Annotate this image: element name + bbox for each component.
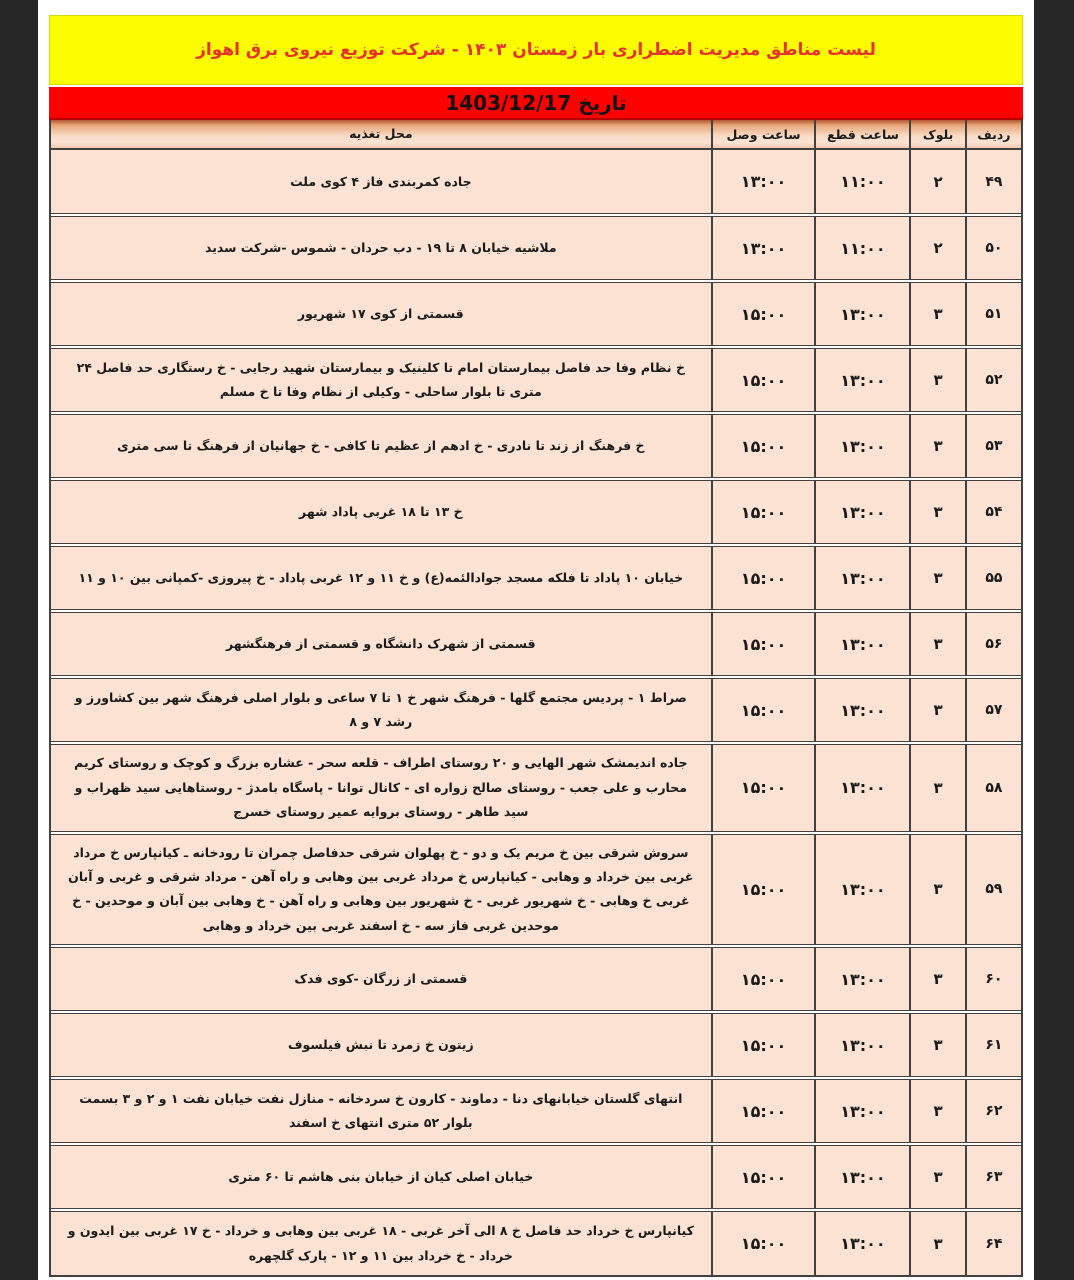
cell-location: خیابان اصلی کیان از خیابان بنی هاشم تا ۶۰ متری (228, 1168, 534, 1184)
page-title: لیست مناطق مدیریت اضطراری بار زمستان ۱۴۰۳ - شرکت توزیع نیروی برق اهواز (196, 40, 876, 60)
cell-block: ۳ (909, 415, 964, 477)
table-row (51, 1211, 1021, 1275)
cell-block: ۳ (909, 547, 964, 609)
cell-row-number: ۵۶ (965, 613, 1021, 675)
date-label: تاریخ 1403/12/17 (445, 90, 627, 115)
table-row (51, 612, 1021, 676)
cell-row-number: ۵۸ (965, 745, 1021, 830)
cell-block: ۳ (909, 613, 964, 675)
cell-location: زیتون خ زمرد تا نبش فیلسوف (287, 1036, 474, 1052)
cell-block: ۲ (909, 217, 964, 279)
cell-location: سروش شرقی بین خ مریم یک و دو - خ پهلوان شرقی حدفاصل چمران تا رودخانه ـ کیانپارس خ مرداد غربی بین خرداد و وهابی - کیانپارس خ مرداد غربی بین وهابی و راه آهن - مرداد شرقی و غربی و آبان غربی خ وهابی - خ شهریور غربی - خ شهریور بین وهابی و راه آهن - خ وهابی بین آبان و موحدین - خ موحدین غربی فاز سه - خ اسفند غربی بین خرداد و وهابی (68, 844, 694, 933)
cell-row-number: ۶۱ (965, 1014, 1021, 1076)
title-banner (49, 15, 1023, 85)
cell-reconnect-time: ۱۵:۰۰ (711, 613, 815, 675)
cell-block: ۲ (909, 150, 964, 213)
cell-block: ۳ (909, 1146, 964, 1208)
cell-cut-time: ۱۱:۰۰ (814, 150, 909, 213)
cell-cut-time: ۱۳:۰۰ (814, 745, 909, 830)
cell-row-number: ۴۹ (965, 150, 1021, 213)
header-block: بلوک (909, 120, 964, 148)
cell-location: کیانپارس خ خرداد حد فاصل خ ۸ الی آخر غربی - ۱۸ غربی بین وهابی و خرداد - خ ۱۷ غربی بین ایدون و خرداد - خ خرداد بین ۱۱ و ۱۲ - پارک گلچهره (67, 1223, 694, 1263)
table-row (51, 150, 1021, 214)
cell-reconnect-time: ۱۵:۰۰ (711, 1014, 815, 1076)
cell-row-number: ۵۱ (965, 283, 1021, 345)
cell-cut-time: ۱۳:۰۰ (814, 1146, 909, 1208)
cell-row-number: ۵۹ (965, 835, 1021, 945)
table-row (51, 1145, 1021, 1209)
cell-row-number: ۶۲ (965, 1080, 1021, 1142)
header-reconnect-time: ساعت وصل (711, 120, 815, 148)
date-banner (49, 87, 1023, 120)
cell-location: قسمتی از کوی ۱۷ شهریور (297, 306, 464, 322)
cell-cut-time: ۱۳:۰۰ (814, 948, 909, 1010)
cell-location: جاده اندیمشک شهر الهایی و ۲۰ روستای اطراف - قلعه سحر - عشاره بزرگ و کوچک و روستای کریم محارب و علی جعب - روستای صالح زواره ای - کانال توانا - پاسگاه بامدژ - روستاهایی سید ظهراب و سید طاهر - روستای بروایه عمیر روستای خسرج (74, 755, 688, 820)
cell-block: ۳ (909, 1080, 964, 1142)
cell-cut-time: ۱۳:۰۰ (814, 1080, 909, 1142)
cell-location: قسمتی از زرگان -کوی فدک (294, 970, 468, 986)
table-row (51, 744, 1021, 831)
table-row (51, 414, 1021, 478)
cell-cut-time: ۱۳:۰۰ (814, 481, 909, 543)
cell-row-number: ۵۳ (965, 415, 1021, 477)
table-row (51, 546, 1021, 610)
cell-row-number: ۵۷ (965, 679, 1021, 741)
cell-row-number: ۵۴ (965, 481, 1021, 543)
cell-row-number: ۶۰ (965, 948, 1021, 1010)
cell-reconnect-time: ۱۵:۰۰ (711, 283, 815, 345)
table-row (51, 480, 1021, 544)
cell-reconnect-time: ۱۵:۰۰ (711, 415, 815, 477)
outage-schedule-table (49, 120, 1023, 1277)
table-row (51, 947, 1021, 1011)
cell-location: خ ۱۳ تا ۱۸ غربی پاداد شهر (299, 504, 463, 520)
cell-cut-time: ۱۳:۰۰ (814, 283, 909, 345)
cell-cut-time: ۱۳:۰۰ (814, 1014, 909, 1076)
cell-reconnect-time: ۱۵:۰۰ (711, 1146, 815, 1208)
cell-location: صراط ۱ - پردیس مجتمع گلها - فرهنگ شهر خ ۱ تا ۷ ساعی و بلوار اصلی فرهنگ شهر بین کشاورز و رشد ۷ و ۸ (74, 690, 687, 730)
cell-location: جاده کمربندی فاز ۴ کوی ملت (290, 173, 472, 189)
cell-block: ۳ (909, 1014, 964, 1076)
cell-location: خ فرهنگ از زند تا نادری - خ ادهم از عظیم تا کافی - خ جهانیان از فرهنگ تا سی متری (117, 438, 645, 454)
cell-location: ملاشیه خیابان ۸ تا ۱۹ - دب حردان - شموس -شرکت سدید (204, 240, 557, 256)
document-page (38, 0, 1034, 1280)
table-row (51, 1013, 1021, 1077)
cell-location: خ نظام وفا حد فاصل بیمارستان امام تا کلینیک و بیمارستان شهید رجایی - خ رستگاری حد فاصل ۲۴ متری تا بلوار ساحلی - وکیلی از نظام وفا تا خ مسلم (76, 360, 685, 400)
cell-row-number: ۵۲ (965, 349, 1021, 411)
cell-block: ۳ (909, 481, 964, 543)
cell-block: ۳ (909, 745, 964, 830)
cell-cut-time: ۱۳:۰۰ (814, 1212, 909, 1275)
cell-reconnect-time: ۱۵:۰۰ (711, 948, 815, 1010)
table-header-row (51, 120, 1021, 150)
cell-cut-time: ۱۳:۰۰ (814, 547, 909, 609)
cell-reconnect-time: ۱۵:۰۰ (711, 745, 815, 830)
cell-block: ۳ (909, 835, 964, 945)
cell-cut-time: ۱۳:۰۰ (814, 835, 909, 945)
cell-row-number: ۵۵ (965, 547, 1021, 609)
cell-cut-time: ۱۳:۰۰ (814, 613, 909, 675)
cell-reconnect-time: ۱۵:۰۰ (711, 1080, 815, 1142)
cell-block: ۳ (909, 349, 964, 411)
table-row (51, 1079, 1021, 1143)
cell-reconnect-time: ۱۳:۰۰ (711, 150, 815, 213)
cell-reconnect-time: ۱۵:۰۰ (711, 481, 815, 543)
cell-reconnect-time: ۱۵:۰۰ (711, 1212, 815, 1275)
table-row (51, 216, 1021, 280)
cell-reconnect-time: ۱۵:۰۰ (711, 679, 815, 741)
cell-location: انتهای گلستان خیابانهای دنا - دماوند - کارون خ سردخانه - منازل نفت خیابان نفت ۱ و ۲ و ۳ بسمت بلوار ۵۲ متری انتهای خ اسفند (79, 1090, 683, 1130)
cell-cut-time: ۱۳:۰۰ (814, 349, 909, 411)
cell-block: ۳ (909, 679, 964, 741)
cell-block: ۳ (909, 283, 964, 345)
table-row (51, 282, 1021, 346)
header-location: محل تغذیه (349, 126, 413, 141)
cell-reconnect-time: ۱۳:۰۰ (711, 217, 815, 279)
cell-cut-time: ۱۱:۰۰ (814, 217, 909, 279)
table-row (51, 348, 1021, 412)
cell-reconnect-time: ۱۵:۰۰ (711, 547, 815, 609)
table-row (51, 834, 1021, 946)
cell-row-number: ۵۰ (965, 217, 1021, 279)
cell-location: خیابان ۱۰ پاداد تا فلکه مسجد جوادالئمه(ع) و خ ۱۱ و ۱۲ غربی پاداد - خ پیروزی -کمپانی بین ۱۰ و ۱۱ (78, 570, 684, 586)
cell-reconnect-time: ۱۵:۰۰ (711, 835, 815, 945)
cell-location: قسمتی از شهرک دانشگاه و قسمتی از فرهنگشهر (226, 636, 536, 652)
header-cut-time: ساعت قطع (814, 120, 909, 148)
cell-row-number: ۶۳ (965, 1146, 1021, 1208)
cell-block: ۳ (909, 1212, 964, 1275)
cell-row-number: ۶۴ (965, 1212, 1021, 1275)
table-row (51, 678, 1021, 742)
header-row-number: ردیف (965, 120, 1021, 148)
table-body (51, 150, 1021, 1275)
cell-cut-time: ۱۳:۰۰ (814, 679, 909, 741)
cell-cut-time: ۱۳:۰۰ (814, 415, 909, 477)
cell-reconnect-time: ۱۵:۰۰ (711, 349, 815, 411)
cell-block: ۳ (909, 948, 964, 1010)
